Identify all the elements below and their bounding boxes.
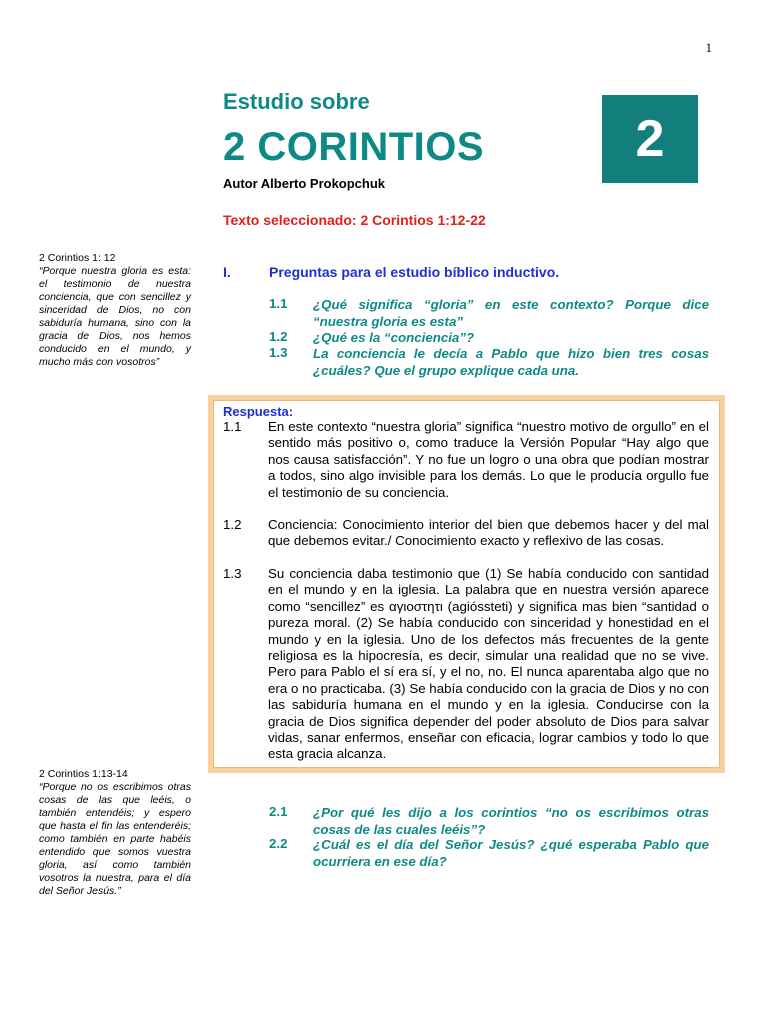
sidenote-reference: 2 Corintios 1:13-14 — [39, 768, 128, 780]
section-title: Preguntas para el estudio bíblico inductivo. — [269, 264, 560, 280]
section-number: I. — [223, 264, 231, 280]
answer-number: 1.2 — [223, 517, 242, 532]
question-number: 1.3 — [269, 345, 288, 360]
sidenote-quote: “Porque no os escribimos otras cosas de las que leéis, o también entendéis; y espero que hasta el fin las entenderéis; como también en parte habéis entendido que somos vuestra gloria, así como también vosotros la nuestra, para el día del Señor Jesús.” — [39, 781, 191, 897]
study-number-badge: 2 — [602, 95, 698, 183]
sidenote-quote: “Porque nuestra gloria es esta: el testimonio de nuestra conciencia, que con sencillez y sinceridad de Dios, no con sabiduría humana, sino con la gracia de Dios, nos hemos conducido en el mundo, y mucho más con vosotros” — [39, 265, 191, 368]
selected-text-reference: Texto seleccionado: 2 Corintios 1:12-22 — [223, 212, 486, 228]
question-text: ¿Qué es la “conciencia”? — [313, 330, 475, 345]
sidenote — [39, 252, 191, 369]
answer-label: Respuesta: — [223, 404, 294, 419]
question-number: 1.1 — [269, 296, 288, 311]
answer-number: 1.3 — [223, 566, 242, 581]
page-number: 1 — [705, 40, 712, 55]
answer-text: Su conciencia daba testimonio que (1) Se había conducido con santidad en el mundo y en la iglesia. La palabra que en nuestra versión aparece como “sencillez” es αγιοστητι (agióssteti) y significa mas bien “santidad o pureza moral. (2) Se había conducido con sinceridad y honestidad en el mundo y en la iglesia. Uno de los defectos más frecuentes de la gente religiosa es la hipocresía, es decir, simular una realidad que no se vive. Pero para Pablo el sí era sí, y el no, no. El nunca aparentaba algo que no era o no practicaba. (3) Se había conducido con la gracia de Dios y no con las sabiduría humana en el mundo y en la iglesia. Conducirse con la gracia de Dios significa depender del poder absoluto de Dios para salvar vidas, sanar enfermos, enseñar con eficacia, lograr cambios y todo lo que esta gracia alcanza. — [268, 566, 709, 762]
question-number: 2.2 — [269, 836, 288, 851]
sidenote-reference: 2 Corintios 1: 12 — [39, 252, 116, 264]
answer-text: Conciencia: Conocimiento interior del bien que debemos hacer y del mal que debemos evitar./ Conocimiento exacto y reflexivo de las cosas. — [268, 517, 709, 549]
book-title: 2 CORINTIOS — [223, 125, 485, 169]
question-text: La conciencia le decía a Pablo que hizo bien tres cosas ¿cuáles? Que el grupo explique cada una. — [313, 346, 709, 378]
question-text: ¿Por qué les dijo a los corintios “no os escribimos otras cosas de las cuales leéis”? — [313, 805, 709, 837]
sidenote — [39, 768, 191, 898]
answer-number: 1.1 — [223, 419, 242, 434]
answer-text: En este contexto “nuestra gloria” significa “nuestro motivo de orgullo” en el sentido más positivo o, como traduce la Versión Popular “Hay algo que nos causa satisfacción”. Y no fue un logro o una obra que podían mostrar a todos, sino algo invisible para los demás. Lo que le producía orgullo fue el testimonio de su conciencia. — [268, 419, 709, 500]
question-text: ¿Qué significa “gloria” en este contexto? Porque dice “nuestra gloria es esta” — [313, 297, 709, 329]
study-label: Estudio sobre — [223, 89, 370, 114]
question-number: 2.1 — [269, 804, 288, 819]
author-line: Autor Alberto Prokopchuk — [223, 176, 386, 191]
question-text: ¿Cuál es el día del Señor Jesús? ¿qué esperaba Pablo que ocurriera en ese día? — [313, 837, 709, 869]
question-number: 1.2 — [269, 329, 288, 344]
